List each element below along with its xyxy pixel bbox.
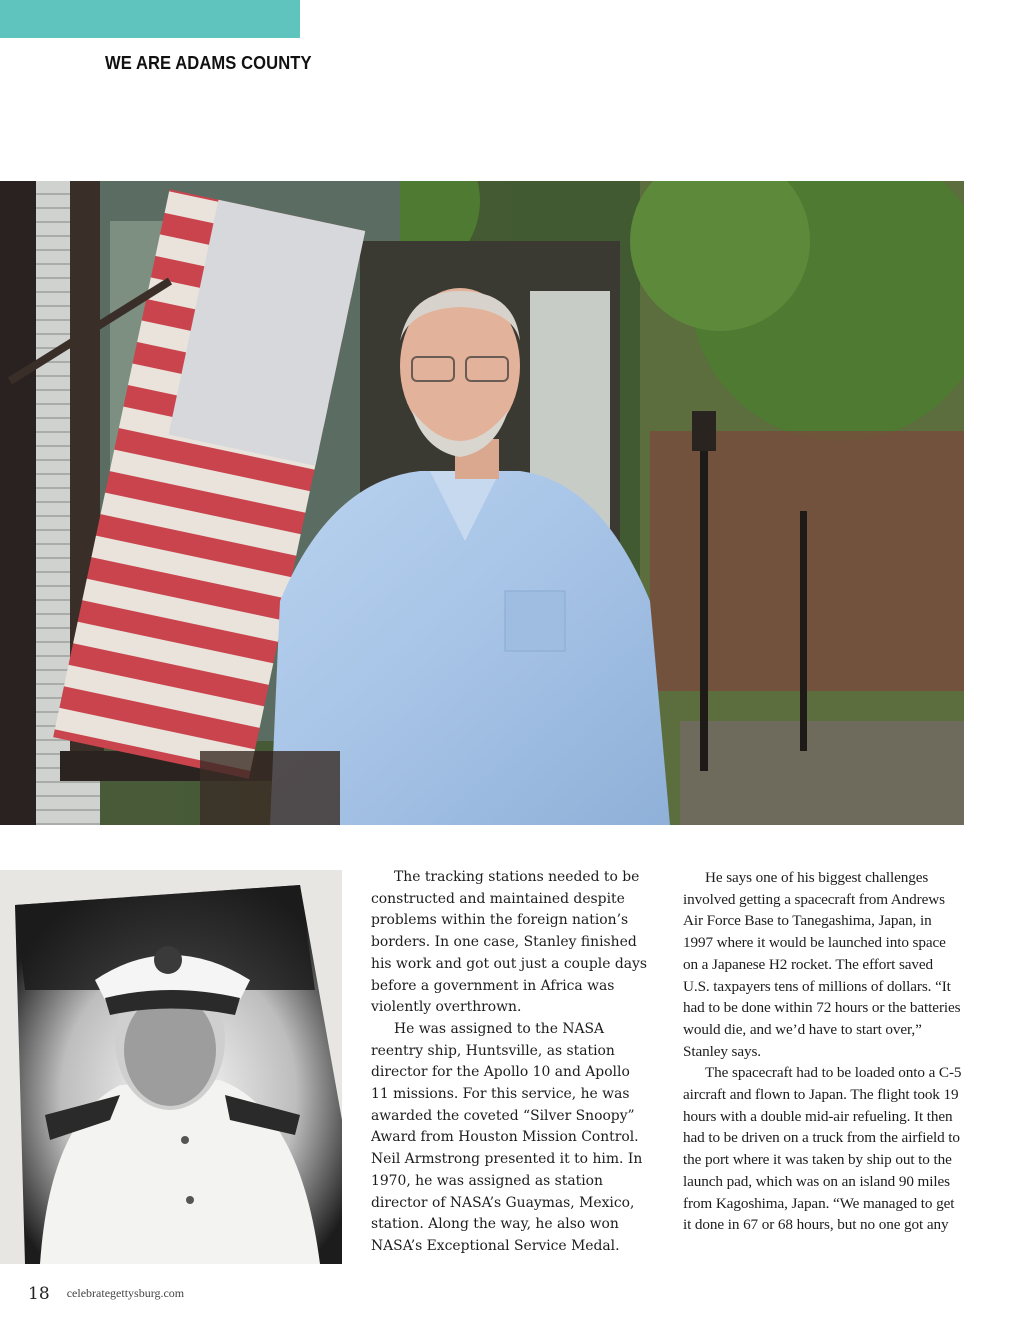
section-label: WE ARE ADAMS COUNTY [105,53,312,73]
paragraph: He says one of his biggest challenges involved getting a spacecraft from Andrews Air Force Base to Tanegashima, Japan, in 1997 where it would be launched into space on a Japanese H2 rocket. The effort saved U.S. taxpayers tens of millions of dollars. “It had to be done within 72 hours or the batteries would die, and we’d have to start over,” Stanley says. [683,869,961,1060]
hero-photo [0,181,964,825]
page-footer [28,1284,184,1304]
website-link[interactable]: celebrategettysburg.com [66,1286,185,1300]
paragraph: The tracking stations needed to be constructed and maintained despite problems within the foreign nation’s borders. In one case, Stanley finished his work and got out just a couple days before a government in Africa was violently overthrown. [371,869,648,1016]
page-number: 18 [28,1284,50,1304]
article-column-1 [371,867,651,1258]
paragraph: The spacecraft had to be loaded onto a C-5 aircraft and flown to Japan. The flight took 19 hours with a double mid-air refueling. It then had to be driven on a truck from the airfield to the port where it was taken by ship out to the launch pad, which was on an island 90 miles from Kagoshima, Japan. “We managed to get it done in 67 or 68 hours, but no one got any [683,1064,962,1234]
article-column-2 [683,867,963,1236]
inset-photo [0,870,342,1264]
paragraph: He was assigned to the NASA reentry ship, Huntsville, as station director for the Apollo 10 and Apollo 11 missions. For this service, he was awarded the coveted “Silver Snoopy” Award from Houston Mission Control. Neil Armstrong presented it to him. In 1970, he was assigned as station director of NASA’s Guaymas, Mexico, station. Along the way, he also won NASA’s Exceptional Service Medal. [371,1020,643,1254]
teal-accent-bar [0,0,300,38]
